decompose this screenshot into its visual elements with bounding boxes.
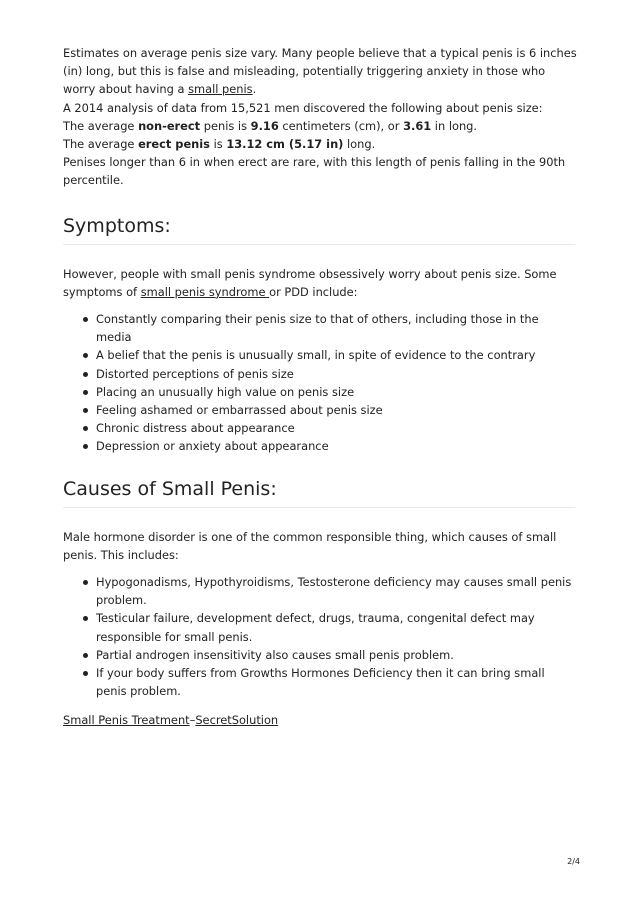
list-item — [63, 573, 575, 609]
text-line: Estimates on average penis size vary. Many people believe that a typical penis is 6 inches — [63, 46, 577, 60]
text-line: problem. — [96, 593, 147, 608]
text-line: A 2014 analysis of data from 15,521 men discovered the following about penis size: — [63, 100, 543, 115]
text-line: If your body suffers from Growths Hormones Deficiency then it can bring small — [96, 666, 545, 681]
symptoms-heading: Symptoms: — [63, 215, 575, 245]
list-item — [63, 310, 575, 346]
page-number: 2/4 — [567, 857, 580, 866]
causes-heading: Causes of Small Penis: — [63, 478, 575, 508]
text-fragment: worry about having a — [63, 82, 189, 97]
bullet-icon — [83, 580, 88, 585]
bullet-icon — [83, 444, 88, 449]
text-line: penis. This includes: — [63, 547, 179, 562]
secretsolution-link[interactable]: SecretSolution — [195, 713, 279, 728]
text-line: A belief that the penis is unusually small, in spite of evidence to the contrary — [96, 348, 536, 363]
text-line: media — [96, 330, 132, 345]
text-line: Male hormone disorder is one of the common responsible thing, which causes of small — [63, 529, 557, 544]
list-item — [63, 365, 575, 383]
text-line: penis problem. — [96, 684, 181, 699]
list-item — [63, 609, 575, 645]
list-item — [63, 646, 575, 664]
causes-list — [63, 573, 575, 700]
bullet-icon — [83, 426, 88, 431]
text-line: percentile. — [63, 173, 124, 188]
list-item — [63, 419, 575, 437]
list-item — [63, 346, 575, 364]
text-fragment: penis is — [200, 118, 251, 133]
symptoms-paragraph — [63, 265, 575, 301]
bold-text: erect penis — [138, 137, 210, 152]
small-penis-treatment-link[interactable]: Small Penis Treatment — [63, 713, 190, 728]
text-fragment: The average — [63, 137, 139, 152]
text-fragment: or PDD include: — [269, 284, 358, 299]
text-line: Testicular failure, development defect, drugs, trauma, congenital defect may — [96, 611, 535, 626]
text-line: Distorted perceptions of penis size — [96, 366, 294, 381]
text-line: (in) long, but this is false and misleading, potentially triggering anxiety in those who — [63, 64, 546, 79]
list-item — [63, 437, 575, 455]
text-line: Depression or anxiety about appearance — [96, 439, 329, 454]
text-fragment: in long. — [431, 118, 478, 133]
small-penis-link[interactable]: small penis — [188, 82, 253, 97]
text-line: However, people with small penis syndrome obsessively worry about penis size. Some — [63, 266, 557, 281]
text-fragment: . — [252, 82, 257, 97]
text-line: Penises longer than 6 in when erect are rare, with this length of penis falling in the 90th — [63, 155, 566, 170]
list-item — [63, 664, 575, 700]
bullet-icon — [83, 353, 88, 358]
text-line: Partial androgen insensitivity also causes small penis problem. — [96, 647, 454, 662]
symptoms-list — [63, 310, 575, 456]
small-penis-syndrome-link[interactable]: small penis syndrome — [140, 284, 270, 299]
text-fragment: centimeters (cm), or — [278, 118, 404, 133]
causes-paragraph — [63, 528, 575, 564]
bullet-icon — [83, 372, 88, 377]
text-line: Constantly comparing their penis size to that of others, including those in the — [96, 312, 539, 327]
text-line — [63, 283, 575, 301]
document-page — [63, 44, 575, 730]
bullet-icon — [83, 653, 88, 658]
text-line: Hypogonadisms, Hypothyroidisms, Testosterone deficiency may causes small penis — [96, 575, 572, 590]
link-separator: – — [189, 713, 196, 728]
bullet-icon — [83, 390, 88, 395]
text-fragment: long. — [343, 137, 376, 152]
list-item — [63, 401, 575, 419]
text-fragment: is — [209, 137, 227, 152]
bold-text: 3.61 — [403, 118, 432, 133]
text-fragment: The average — [63, 118, 139, 133]
text-line: responsible for small penis. — [96, 629, 253, 644]
text-line — [63, 117, 575, 135]
bullet-icon — [83, 671, 88, 676]
bold-text: non-erect — [138, 118, 201, 133]
bullet-icon — [83, 408, 88, 413]
bold-text: 13.12 cm (5.17 in) — [226, 137, 344, 152]
bold-text: 9.16 — [250, 118, 279, 133]
footer-links — [63, 711, 575, 729]
text-line: Feeling ashamed or embarrassed about penis size — [96, 403, 383, 418]
text-fragment: symptoms of — [63, 284, 141, 299]
text-line — [63, 135, 575, 153]
text-line: Chronic distress about appearance — [96, 421, 295, 436]
bullet-icon — [83, 317, 88, 322]
intro-paragraph — [63, 44, 575, 190]
list-item — [63, 383, 575, 401]
text-line: Placing an unusually high value on penis size — [96, 384, 355, 399]
bullet-icon — [83, 616, 88, 621]
text-line — [63, 80, 575, 98]
